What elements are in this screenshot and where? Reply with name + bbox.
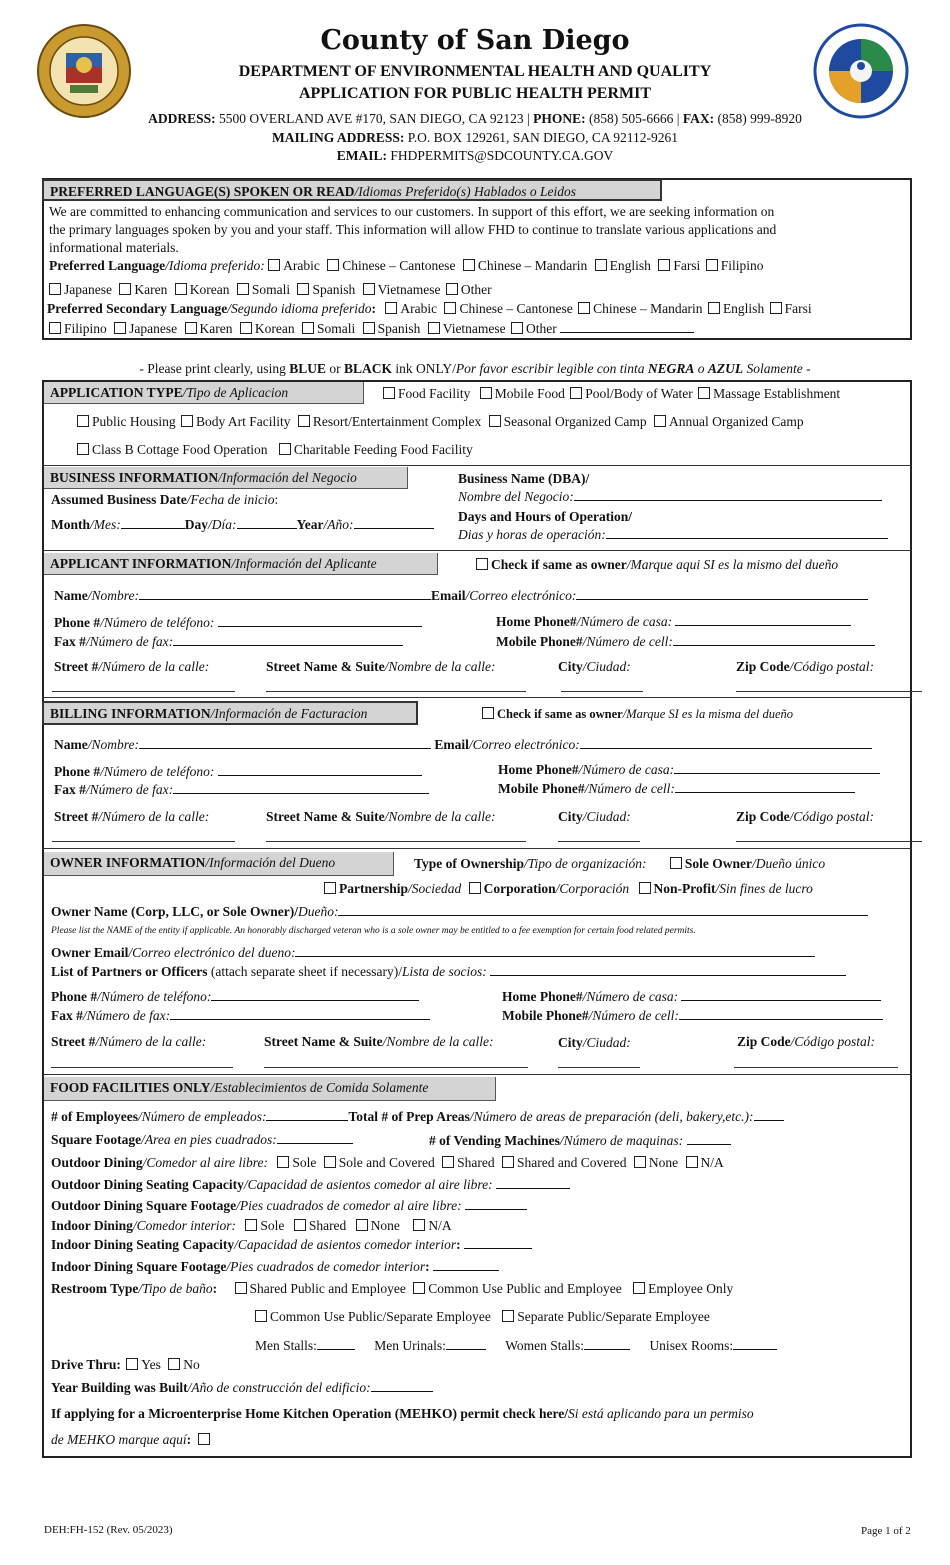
owner-home-row: Home Phone#/Número de casa: bbox=[502, 989, 881, 1006]
rest-employee-only-checkbox[interactable] bbox=[633, 1282, 645, 1294]
department-title: DEPARTMENT OF ENVIRONMENTAL HEALTH AND QUALITY bbox=[238, 63, 712, 80]
county-title: County of San Diego bbox=[320, 25, 630, 56]
divider bbox=[42, 697, 912, 698]
men-urinals-field[interactable] bbox=[446, 1338, 486, 1350]
charitable-feeding-checkbox[interactable] bbox=[279, 443, 291, 455]
sec-lang-cantonese-checkbox[interactable] bbox=[444, 302, 456, 314]
employees-row: # of Employees/Número de empleados: Total # of Prep Areas/Número de areas de preparación (deli, bakery,etc.): bbox=[51, 1109, 784, 1126]
indoor-none-checkbox[interactable] bbox=[356, 1219, 368, 1231]
applicant-city-label: City/Ciudad: bbox=[558, 659, 631, 674]
billing-street-label: Street #/Número de la calle: bbox=[54, 809, 210, 824]
owner-zip-field[interactable] bbox=[734, 1067, 898, 1068]
billing-city-field[interactable] bbox=[558, 841, 640, 842]
month-field[interactable] bbox=[121, 517, 185, 529]
owner-email-field[interactable] bbox=[295, 945, 815, 957]
billing-street-name-field[interactable] bbox=[266, 841, 526, 842]
billing-mobile-row: Mobile Phone#/Número de cell: bbox=[498, 781, 855, 798]
outdoor-seating-field[interactable] bbox=[496, 1177, 570, 1189]
outdoor-sqft-row: Outdoor Dining Square Footage/Pies cuadrados de comedor al aire libre: bbox=[51, 1198, 527, 1215]
business-date-row: Month/Mes: Day/Día: Year/Año: bbox=[51, 517, 434, 534]
owner-fax-row: Fax #/Número de fax: bbox=[51, 1008, 430, 1025]
indoor-sqft-field[interactable] bbox=[433, 1259, 499, 1271]
sqft-row: Square Footage/Area en pies cuadrados: bbox=[51, 1132, 353, 1149]
year-field[interactable] bbox=[354, 517, 434, 529]
mobile-food-checkbox[interactable] bbox=[480, 387, 492, 399]
applicant-home-field[interactable] bbox=[675, 614, 851, 626]
day-field[interactable] bbox=[237, 517, 297, 529]
outdoor-sole-covered-checkbox[interactable] bbox=[324, 1156, 336, 1168]
mailing-line: MAILING ADDRESS: P.O. BOX 129261, SAN DIEGO, CA 92112-9261 bbox=[271, 130, 679, 145]
applicant-street-name-field[interactable] bbox=[266, 691, 526, 692]
sec-lang-mandarin-checkbox[interactable] bbox=[578, 302, 590, 314]
square-footage-field[interactable] bbox=[277, 1132, 353, 1144]
rest-common-separate-checkbox[interactable] bbox=[255, 1310, 267, 1322]
app-type-row-1: Food Facility Mobile Food Pool/Body of Water Massage Establishment bbox=[383, 386, 840, 403]
billing-name-row: Name/Nombre: Email/Correo electrónico: bbox=[54, 737, 872, 754]
unisex-rooms-field[interactable] bbox=[733, 1338, 777, 1350]
sec-lang-korean-checkbox[interactable] bbox=[240, 322, 252, 334]
hours-field[interactable] bbox=[606, 527, 888, 539]
lang-filipino-checkbox[interactable] bbox=[706, 259, 718, 271]
owner-phone-row: Phone #/Número de teléfono: bbox=[51, 989, 419, 1006]
lang-other-checkbox[interactable] bbox=[446, 283, 458, 295]
lang-karen-checkbox[interactable] bbox=[119, 283, 131, 295]
indoor-seating-row: Indoor Dining Seating Capacity/Capacidad de asientos comedor interior: bbox=[51, 1237, 532, 1254]
annual-camp-checkbox[interactable] bbox=[654, 415, 666, 427]
owner-street-name-label: Street Name & Suite/Nombre de la calle: bbox=[264, 1034, 494, 1049]
owner-phone-field[interactable] bbox=[211, 989, 419, 1001]
lang-mandarin-checkbox[interactable] bbox=[463, 259, 475, 271]
billing-fax-row: Fax #/Número de fax: bbox=[54, 782, 429, 799]
billing-home-field[interactable] bbox=[674, 762, 880, 774]
applicant-mobile-field[interactable] bbox=[673, 634, 875, 646]
indoor-seating-field[interactable] bbox=[464, 1237, 532, 1249]
vending-row: # of Vending Machines/Número de maquinas: bbox=[429, 1133, 731, 1150]
outdoor-na-checkbox[interactable] bbox=[686, 1156, 698, 1168]
preferred-language-row-2: Japanese Karen Korean Somali Spanish Vietnamese Other bbox=[49, 282, 492, 299]
lang-cantonese-checkbox[interactable] bbox=[327, 259, 339, 271]
non-profit-checkbox[interactable] bbox=[639, 882, 651, 894]
cottage-food-checkbox[interactable] bbox=[77, 443, 89, 455]
rest-common-public-employee-checkbox[interactable] bbox=[413, 1282, 425, 1294]
corporation-checkbox[interactable] bbox=[469, 882, 481, 894]
owner-street-field[interactable] bbox=[51, 1067, 233, 1068]
lang-spanish-checkbox[interactable] bbox=[297, 283, 309, 295]
owner-name-field[interactable] bbox=[338, 904, 868, 916]
owner-mobile-row: Mobile Phone#/Número de cell: bbox=[502, 1008, 883, 1025]
billing-phone-field[interactable] bbox=[218, 764, 422, 776]
owner-fax-field[interactable] bbox=[170, 1008, 430, 1020]
partners-row: List of Partners or Officers (attach separate sheet if necessary)/Lista de socios: bbox=[51, 964, 846, 981]
sec-lang-arabic-checkbox[interactable] bbox=[385, 302, 397, 314]
partnership-checkbox[interactable] bbox=[324, 882, 336, 894]
massage-checkbox[interactable] bbox=[698, 387, 710, 399]
applicant-name-field[interactable] bbox=[139, 588, 431, 600]
lang-farsi-checkbox[interactable] bbox=[658, 259, 670, 271]
applicant-email-field[interactable] bbox=[576, 588, 868, 600]
owner-street-label: Street #/Número de la calle: bbox=[51, 1034, 207, 1049]
business-info-label: BUSINESS INFORMATION/Información del Negocio bbox=[44, 467, 408, 489]
form-title: APPLICATION FOR PUBLIC HEALTH PERMIT bbox=[298, 85, 652, 102]
ink-instruction: - Please print clearly, using BLUE or BLACK ink ONLY/Por favor escribir legible con tinta NEGRA o AZUL Solamente - bbox=[139, 361, 811, 376]
applicant-home-row: Home Phone#/Número de casa: bbox=[496, 614, 851, 631]
partners-field[interactable] bbox=[490, 964, 846, 976]
owner-email-row: Owner Email/Correo electrónico del dueno: bbox=[51, 945, 815, 962]
body-art-checkbox[interactable] bbox=[181, 415, 193, 427]
language-intro-1: We are committed to enhancing communication and services to our customers. In support of this effort, we are seeking information on bbox=[49, 204, 775, 219]
secondary-language-row: Preferred Secondary Language/Segundo idioma preferido: Arabic Chinese – Cantonese Chinese – Mandarin English Farsi bbox=[47, 301, 812, 316]
language-intro-3: informational materials. bbox=[49, 240, 179, 255]
men-stalls-field[interactable] bbox=[317, 1338, 355, 1350]
stalls-row: Men Stalls: Men Urinals: Women Stalls: Unisex Rooms: bbox=[255, 1338, 777, 1355]
mehko-row: If applying for a Microenterprise Home Kitchen Operation (MEHKO) permit check here/Si está aplicando para un permiso bbox=[51, 1406, 754, 1421]
drive-thru-yes-checkbox[interactable] bbox=[126, 1358, 138, 1370]
language-section-label: PREFERRED LANGUAGE(S) SPOKEN OR READ/Idiomas Preferido(s) Hablados o Leidos bbox=[42, 179, 662, 201]
billing-city-label: City/Ciudad: bbox=[558, 809, 631, 824]
owner-street-name-field[interactable] bbox=[264, 1067, 528, 1068]
business-name-row: Nombre del Negocio: bbox=[458, 489, 882, 506]
form-number: DEH:FH-152 (Rev. 05/2023) bbox=[44, 1524, 173, 1536]
restroom-row: Restroom Type/Tipo de baño: Shared Public and Employee Common Use Public and Employee Employee Only bbox=[51, 1281, 734, 1296]
pool-checkbox[interactable] bbox=[570, 387, 582, 399]
sec-lang-japanese-checkbox[interactable] bbox=[114, 322, 126, 334]
owner-name-row: Owner Name (Corp, LLC, or Sole Owner)/Dueño: bbox=[51, 904, 868, 921]
lang-somali-checkbox[interactable] bbox=[237, 283, 249, 295]
divider bbox=[42, 1074, 912, 1075]
billing-email-field[interactable] bbox=[580, 737, 872, 749]
hours-label: Days and Hours of Operation/ bbox=[458, 509, 633, 524]
billing-info-label: BILLING INFORMATION/Información de Facturacion bbox=[42, 701, 418, 725]
applicant-fax-field[interactable] bbox=[173, 634, 403, 646]
owner-city-label: City/Ciudad: bbox=[558, 1035, 631, 1050]
lang-english-checkbox[interactable] bbox=[595, 259, 607, 271]
sec-lang-filipino-checkbox[interactable] bbox=[49, 322, 61, 334]
owner-mobile-field[interactable] bbox=[679, 1008, 883, 1020]
mehko-checkbox[interactable] bbox=[198, 1433, 210, 1445]
owner-city-field[interactable] bbox=[558, 1067, 640, 1068]
billing-home-row: Home Phone#/Número de casa: bbox=[498, 762, 880, 779]
outdoor-seating-row: Outdoor Dining Seating Capacity/Capacidad de asientos comedor al aire libre: bbox=[51, 1177, 570, 1194]
owner-info-label: OWNER INFORMATION/Información del Dueno bbox=[44, 852, 394, 876]
drive-thru-no-checkbox[interactable] bbox=[168, 1358, 180, 1370]
owner-zip-label: Zip Code/Código postal: bbox=[737, 1034, 876, 1049]
rest-shared-public-employee-checkbox[interactable] bbox=[235, 1282, 247, 1294]
indoor-sole-checkbox[interactable] bbox=[245, 1219, 257, 1231]
vending-field[interactable] bbox=[687, 1133, 731, 1145]
sole-owner-checkbox[interactable] bbox=[670, 857, 682, 869]
lang-vietnamese-checkbox[interactable] bbox=[363, 283, 375, 295]
outdoor-shared-covered-checkbox[interactable] bbox=[502, 1156, 514, 1168]
billing-name-field[interactable] bbox=[139, 737, 431, 749]
outdoor-dining-row: Outdoor Dining/Comedor al aire libre: Sole Sole and Covered Shared Shared and Covered None N/A bbox=[51, 1155, 724, 1170]
billing-mobile-field[interactable] bbox=[675, 781, 855, 793]
owner-veteran-note: Please list the NAME of the entity if applicable. An honorably discharged veteran who is a sole owner may be entitled to a fee exemption for certain food related permits. bbox=[51, 926, 696, 936]
divider bbox=[42, 848, 912, 849]
owner-home-field[interactable] bbox=[681, 989, 881, 1001]
billing-street-name-label: Street Name & Suite/Nombre de la calle: bbox=[266, 809, 496, 824]
application-type-label: APPLICATION TYPE/Tipo de Aplicacion bbox=[44, 382, 364, 404]
mehko-row-2: de MEHKO marque aquí: bbox=[51, 1432, 213, 1449]
sec-lang-vietnamese-checkbox[interactable] bbox=[428, 322, 440, 334]
year-built-row: Year Building was Built/Año de construcción del edificio: bbox=[51, 1380, 433, 1397]
ownership-type-row: Type of Ownership/Tipo de organización: Sole Owner/Dueño único bbox=[414, 856, 826, 871]
applicant-city-field[interactable] bbox=[561, 691, 643, 692]
applicant-fax-row: Fax #/Número de fax: bbox=[54, 634, 403, 651]
ownership-type-row-2: Partnership/Sociedad Corporation/Corporación Non-Profit/Sin fines de lucro bbox=[324, 881, 813, 898]
women-stalls-field[interactable] bbox=[584, 1338, 630, 1350]
restroom-row-2: Common Use Public/Separate Employee Separate Public/Separate Employee bbox=[255, 1309, 710, 1326]
billing-zip-label: Zip Code/Código postal: bbox=[736, 809, 875, 824]
address-line: ADDRESS: 5500 OVERLAND AVE #170, SAN DIEGO, CA 92123 | PHONE: (858) 505-6666 | FAX: (858) 999-8920 bbox=[148, 111, 802, 126]
indoor-shared-checkbox[interactable] bbox=[294, 1219, 306, 1231]
sec-lang-spanish-checkbox[interactable] bbox=[363, 322, 375, 334]
applicant-street-label: Street #/Número de la calle: bbox=[54, 659, 210, 674]
hours-row: Dias y horas de operación: bbox=[458, 527, 888, 544]
secondary-language-row-2: Filipino Japanese Karen Korean Somali Spanish Vietnamese Other bbox=[49, 321, 694, 338]
drive-thru-row: Drive Thru: Yes No bbox=[51, 1357, 200, 1372]
resort-checkbox[interactable] bbox=[298, 415, 310, 427]
sec-lang-english-checkbox[interactable] bbox=[708, 302, 720, 314]
billing-fax-field[interactable] bbox=[173, 782, 429, 794]
applicant-street-name-label: Street Name & Suite/Nombre de la calle: bbox=[266, 659, 496, 674]
sec-lang-farsi-checkbox[interactable] bbox=[770, 302, 782, 314]
food-facility-checkbox[interactable] bbox=[383, 387, 395, 399]
lang-arabic-checkbox[interactable] bbox=[268, 259, 280, 271]
business-name-label: Business Name (DBA)/ bbox=[458, 471, 590, 486]
billing-phone-row: Phone #/Número de teléfono: bbox=[54, 764, 422, 781]
lang-korean-checkbox[interactable] bbox=[175, 283, 187, 295]
business-name-field[interactable] bbox=[574, 489, 882, 501]
applicant-mobile-row: Mobile Phone#/Número de cell: bbox=[496, 634, 875, 651]
billing-same-row: Check if same as owner/Marque SI es la misma del dueño bbox=[482, 707, 793, 723]
billing-zip-field[interactable] bbox=[736, 841, 922, 842]
outdoor-shared-checkbox[interactable] bbox=[442, 1156, 454, 1168]
rest-separate-separate-checkbox[interactable] bbox=[502, 1310, 514, 1322]
divider bbox=[42, 465, 912, 466]
outdoor-none-checkbox[interactable] bbox=[634, 1156, 646, 1168]
sec-lang-karen-checkbox[interactable] bbox=[185, 322, 197, 334]
applicant-street-field[interactable] bbox=[52, 691, 235, 692]
sec-lang-other-field[interactable] bbox=[560, 321, 694, 333]
employees-field[interactable] bbox=[266, 1109, 348, 1121]
sec-lang-somali-checkbox[interactable] bbox=[302, 322, 314, 334]
indoor-na-checkbox[interactable] bbox=[413, 1219, 425, 1231]
billing-street-field[interactable] bbox=[52, 841, 235, 842]
public-housing-checkbox[interactable] bbox=[77, 415, 89, 427]
email-line: EMAIL: FHDPERMITS@SDCOUNTY.CA.GOV bbox=[336, 148, 614, 163]
applicant-same-checkbox[interactable] bbox=[476, 558, 488, 570]
page-number: Page 1 of 2 bbox=[861, 1525, 911, 1537]
lang-japanese-checkbox[interactable] bbox=[49, 283, 61, 295]
prep-areas-field[interactable] bbox=[754, 1109, 784, 1121]
applicant-same-row: Check if same as owner/Marque aqui SI es la mismo del dueño bbox=[476, 557, 838, 574]
applicant-phone-row: Phone #/Número de teléfono: bbox=[54, 615, 422, 632]
applicant-phone-field[interactable] bbox=[218, 615, 422, 627]
business-date-label: Assumed Business Date/Fecha de inicio: bbox=[51, 492, 279, 507]
applicant-zip-label: Zip Code/Código postal: bbox=[736, 659, 875, 674]
outdoor-sole-checkbox[interactable] bbox=[277, 1156, 289, 1168]
applicant-info-label: APPLICANT INFORMATION/Información del Aplicante bbox=[44, 553, 438, 575]
divider bbox=[42, 550, 912, 551]
app-type-row-2: Public Housing Body Art Facility Resort/Entertainment Complex Seasonal Organized Camp Annual Organized Camp bbox=[77, 414, 804, 431]
applicant-name-row: Name/Nombre: Email/Correo electrónico: bbox=[54, 588, 868, 605]
preferred-language-row: Preferred Language/Idioma preferido: Arabic Chinese – Cantonese Chinese – Mandarin English Farsi Filipino bbox=[49, 258, 764, 273]
year-built-field[interactable] bbox=[371, 1380, 433, 1392]
app-type-row-3: Class B Cottage Food Operation Charitable Feeding Food Facility bbox=[77, 442, 473, 459]
sec-lang-other-checkbox[interactable] bbox=[511, 322, 523, 334]
outdoor-sqft-field[interactable] bbox=[465, 1198, 527, 1210]
indoor-sqft-row: Indoor Dining Square Footage/Pies cuadrados de comedor interior: bbox=[51, 1259, 499, 1276]
seasonal-camp-checkbox[interactable] bbox=[489, 415, 501, 427]
language-intro-2: the primary languages spoken by you and your staff. This information will allow FHD to continue to translate various applications and bbox=[49, 222, 777, 237]
indoor-dining-row: Indoor Dining/Comedor interior: Sole Shared None N/A bbox=[51, 1218, 452, 1233]
food-facilities-label: FOOD FACILITIES ONLY/Establecimientos de Comida Solamente bbox=[44, 1077, 496, 1101]
applicant-zip-field[interactable] bbox=[736, 691, 922, 692]
billing-same-checkbox[interactable] bbox=[482, 707, 494, 719]
